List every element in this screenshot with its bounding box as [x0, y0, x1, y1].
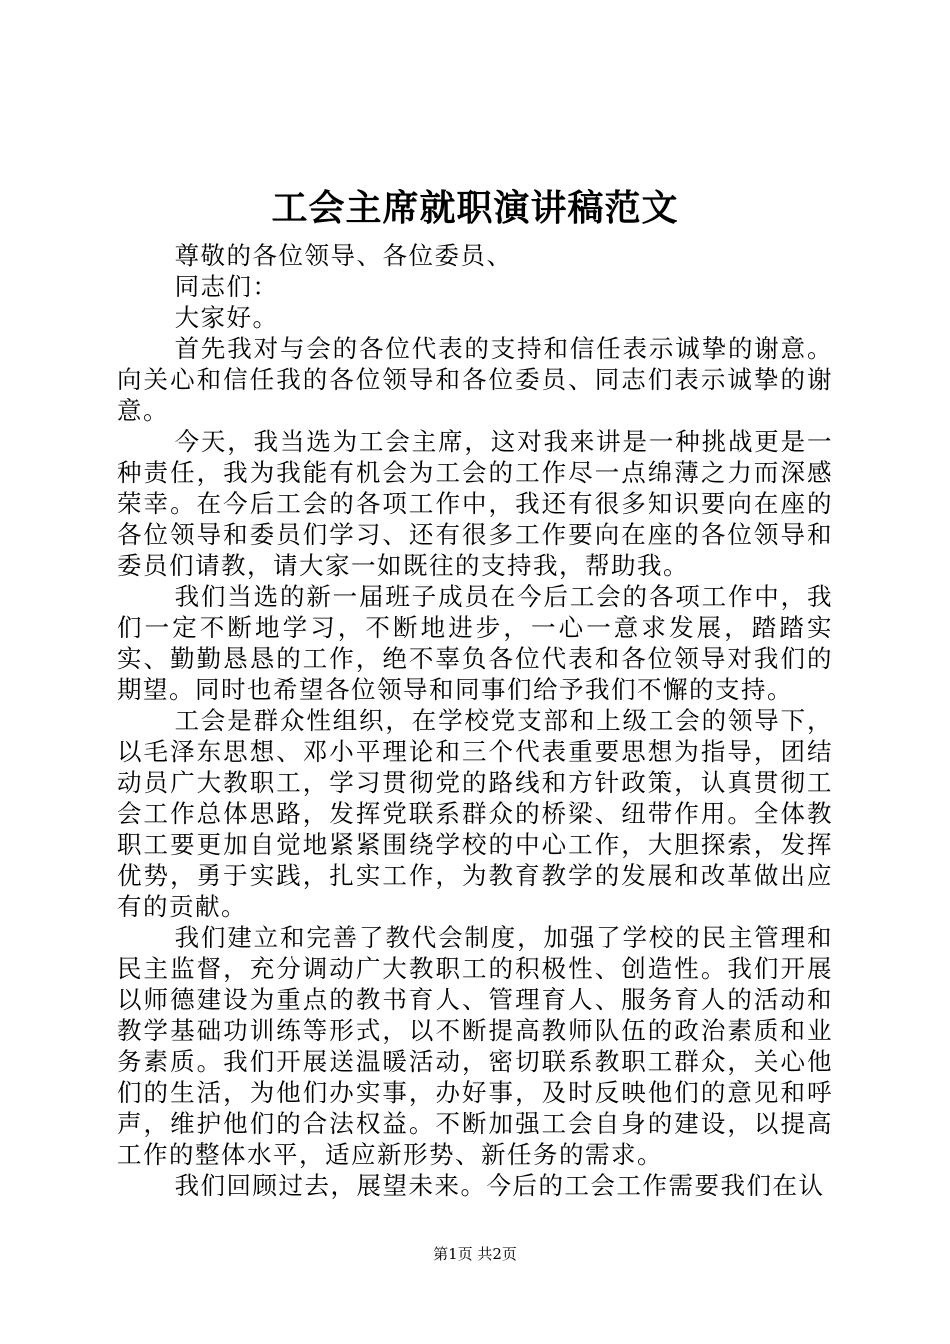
salutation-line: 大家好。 — [174, 303, 279, 332]
body-paragraph: 我们建立和完善了教代会制度，加强了学校的民主管理和民主监督，充分调动广大教职工的积极性、创造性。我们开展以师德建设为重点的教书育人、管理育人、服务育人的活动和教学基础功训练等形式，以不断提高教师队伍的政治素质和业务素质。我们开展送温暖活动，密切联系教职工群众，关心他们的生活，为他们办实事，办好事，及时反映他们的意见和呼声，维护他们的合法权益。不断加强工会自身的建设，以提高工作的整体水平，适应新形势、新任务的需求。 — [117, 923, 833, 1169]
document-body — [117, 240, 833, 1201]
salutation-line: 同志们： — [174, 272, 279, 301]
body-paragraph: 我们当选的新一届班子成员在今后工会的各项工作中，我们一定不断地学习，不断地进步，一心一意求发展，踏踏实实、勤勤恳恳的工作，绝不辜负各位代表和各位领导对我们的期望。同时也希望各位领导和同事们给予我们不懈的支持。 — [117, 582, 833, 704]
salutation-line: 尊敬的各位领导、各位委员、 — [174, 241, 513, 270]
body-paragraph: 我们回顾过去，展望未来。今后的工会工作需要我们在认 — [174, 1171, 825, 1200]
document-title: 工会主席就职演讲稿范文 — [271, 187, 679, 229]
body-paragraph: 首先我对与会的各位代表的支持和信任表示诚挚的谢意。向关心和信任我的各位领导和各位委员、同志们表示诚挚的谢意。 — [117, 334, 833, 425]
body-paragraph: 工会是群众性组织，在学校党支部和上级工会的领导下，以毛泽东思想、邓小平理论和三个代表重要思想为指导，团结动员广大教职工，学习贯彻党的路线和方针政策，认真贯彻工会工作总体思路，发挥党联系群众的桥梁、纽带作用。全体教职工要更加自觉地紧紧围绕学校的中心工作，大胆探索，发挥优势，勇于实践，扎实工作，为教育教学的发展和改革做出应有的贡献。 — [117, 706, 833, 921]
page-number-footer: 第1页 共2页 — [433, 1245, 517, 1263]
body-paragraph: 今天，我当选为工会主席，这对我来讲是一种挑战更是一种责任，我为我能有机会为工会的工作尽一点绵薄之力而深感荣幸。在今后工会的各项工作中，我还有很多知识要向在座的各位领导和委员们学习、还有很多工作要向在座的各位领导和委员们请教，请大家一如既往的支持我，帮助我。 — [117, 427, 833, 580]
